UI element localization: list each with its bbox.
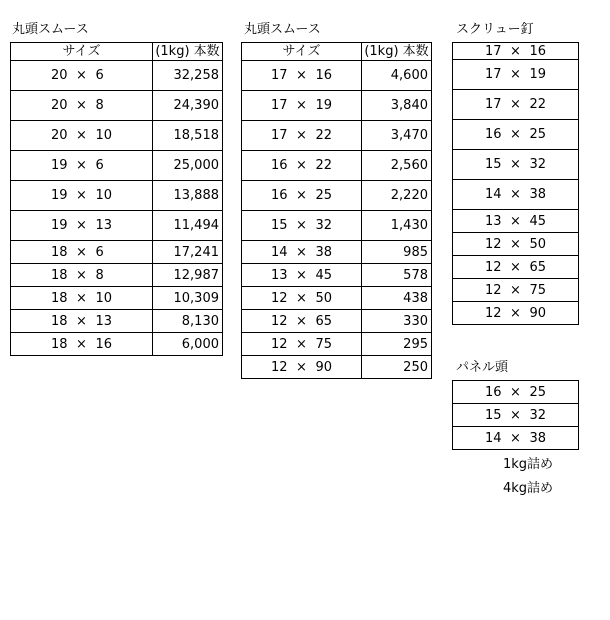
size-gauge: 15: [270, 218, 288, 233]
size-length: 32: [315, 218, 333, 233]
size-length: 8: [95, 98, 104, 113]
table-row: [11, 181, 223, 211]
size-gauge: 14: [270, 244, 288, 260]
size-length: 45: [529, 213, 547, 229]
times-symbol: ×: [510, 43, 521, 59]
table-row: [242, 61, 432, 91]
count-cell: 1,430: [362, 211, 432, 241]
size-length: 6: [95, 158, 104, 173]
size-length: 90: [529, 305, 547, 321]
times-symbol: ×: [296, 267, 307, 283]
table-row: [11, 264, 223, 287]
size-length: 13: [95, 218, 113, 233]
table-row: [242, 181, 432, 211]
size-cell: [11, 121, 153, 151]
size-length: 8: [95, 267, 104, 283]
times-symbol: ×: [76, 218, 87, 233]
table-row: [453, 180, 579, 210]
count-cell: 32,258: [153, 61, 223, 91]
size-length: 38: [315, 244, 333, 260]
size-gauge: 15: [484, 157, 502, 172]
size-length: 6: [95, 68, 104, 83]
times-symbol: ×: [510, 305, 521, 321]
size-gauge: 20: [50, 128, 68, 143]
size-length: 32: [529, 407, 547, 423]
size-gauge: 13: [484, 213, 502, 229]
size-length: 25: [315, 188, 333, 203]
round-head-smooth-table-2: [241, 42, 432, 379]
size-gauge: 19: [50, 218, 68, 233]
times-symbol: ×: [296, 158, 307, 173]
size-cell: [453, 150, 579, 180]
size-length: 38: [529, 187, 547, 202]
count-cell: 25,000: [153, 151, 223, 181]
size-gauge: 18: [50, 313, 68, 329]
size-cell: [453, 256, 579, 279]
size-length: 6: [95, 244, 104, 260]
table-row: [453, 302, 579, 325]
size-cell: [453, 404, 579, 427]
count-cell: 4,600: [362, 61, 432, 91]
size-cell: [11, 264, 153, 287]
table-row: [11, 61, 223, 91]
size-length: 65: [315, 313, 333, 329]
table-row: [11, 333, 223, 356]
times-symbol: ×: [296, 218, 307, 233]
size-cell: [453, 210, 579, 233]
size-length: 45: [315, 267, 333, 283]
size-length: 75: [315, 336, 333, 352]
size-cell: [11, 181, 153, 211]
times-symbol: ×: [76, 244, 87, 260]
size-gauge: 17: [270, 68, 288, 83]
note-4kg: 4kg詰め: [503, 481, 554, 496]
times-symbol: ×: [296, 313, 307, 329]
table-row: [242, 264, 432, 287]
table-row: [453, 233, 579, 256]
count-cell: 578: [362, 264, 432, 287]
times-symbol: ×: [296, 244, 307, 260]
size-gauge: 17: [270, 98, 288, 113]
size-length: 65: [529, 259, 547, 275]
size-length: 32: [529, 157, 547, 172]
count-cell: 2,560: [362, 151, 432, 181]
table-header-row: [242, 43, 432, 61]
times-symbol: ×: [296, 68, 307, 83]
size-length: 16: [95, 336, 113, 352]
size-cell: [11, 151, 153, 181]
times-symbol: ×: [76, 158, 87, 173]
size-cell: [242, 264, 362, 287]
size-cell: [453, 43, 579, 60]
size-gauge: 15: [484, 407, 502, 423]
size-cell: [453, 120, 579, 150]
size-gauge: 20: [50, 98, 68, 113]
size-length: 10: [95, 290, 113, 306]
table-row: [242, 121, 432, 151]
times-symbol: ×: [510, 67, 521, 82]
size-cell: [453, 180, 579, 210]
table-row: [242, 241, 432, 264]
size-length: 38: [529, 430, 547, 446]
size-length: 19: [529, 67, 547, 82]
size-cell: [453, 233, 579, 256]
count-cell: 6,000: [153, 333, 223, 356]
size-gauge: 12: [270, 336, 288, 352]
times-symbol: ×: [510, 259, 521, 275]
panel-head-table: [452, 380, 579, 450]
times-symbol: ×: [296, 98, 307, 113]
size-length: 16: [315, 68, 333, 83]
times-symbol: ×: [510, 384, 521, 400]
table-row: [453, 381, 579, 404]
count-cell: 12,987: [153, 264, 223, 287]
table-row: [11, 287, 223, 310]
size-cell: [242, 91, 362, 121]
count-cell: 24,390: [153, 91, 223, 121]
table-header-row: [11, 43, 223, 61]
size-cell: [11, 211, 153, 241]
size-gauge: 13: [270, 267, 288, 283]
table-row: [11, 121, 223, 151]
size-cell: [242, 181, 362, 211]
times-symbol: ×: [510, 157, 521, 172]
size-gauge: 17: [484, 67, 502, 82]
size-gauge: 16: [484, 384, 502, 400]
times-symbol: ×: [296, 359, 307, 375]
size-length: 19: [315, 98, 333, 113]
table4-title: パネル頭: [456, 360, 509, 375]
count-cell: 17,241: [153, 241, 223, 264]
times-symbol: ×: [510, 97, 521, 112]
size-cell: [453, 381, 579, 404]
size-gauge: 18: [50, 336, 68, 352]
size-length: 10: [95, 128, 113, 143]
table-row: [242, 211, 432, 241]
table-row: [242, 91, 432, 121]
size-cell: [11, 287, 153, 310]
times-symbol: ×: [76, 128, 87, 143]
size-gauge: 17: [484, 97, 502, 112]
count-cell: 2,220: [362, 181, 432, 211]
times-symbol: ×: [296, 128, 307, 143]
times-symbol: ×: [76, 267, 87, 283]
size-cell: [11, 310, 153, 333]
size-cell: [242, 356, 362, 379]
count-header: (1kg) 本数: [153, 43, 223, 61]
size-cell: [242, 61, 362, 91]
size-cell: [453, 427, 579, 450]
size-cell: [453, 279, 579, 302]
size-gauge: 17: [484, 43, 502, 59]
table-row: [453, 43, 579, 60]
table-row: [453, 120, 579, 150]
count-cell: 438: [362, 287, 432, 310]
table-row: [453, 279, 579, 302]
round-head-smooth-table-1: [10, 42, 223, 356]
table1-title: 丸頭スムース: [12, 22, 89, 37]
size-gauge: 16: [270, 158, 288, 173]
table-row: [453, 150, 579, 180]
size-gauge: 18: [50, 290, 68, 306]
count-cell: 295: [362, 333, 432, 356]
size-cell: [242, 310, 362, 333]
size-gauge: 12: [484, 236, 502, 252]
table-row: [242, 287, 432, 310]
size-length: 90: [315, 359, 333, 375]
size-length: 25: [529, 384, 547, 400]
size-gauge: 19: [50, 188, 68, 203]
size-gauge: 12: [484, 259, 502, 275]
table-row: [453, 404, 579, 427]
size-gauge: 12: [270, 313, 288, 329]
size-cell: [242, 333, 362, 356]
count-cell: 330: [362, 310, 432, 333]
size-length: 22: [529, 97, 547, 112]
size-gauge: 16: [484, 127, 502, 142]
size-gauge: 18: [50, 267, 68, 283]
table-row: [453, 90, 579, 120]
table-row: [453, 60, 579, 90]
size-cell: [453, 302, 579, 325]
table-row: [242, 333, 432, 356]
table-row: [242, 356, 432, 379]
size-cell: [242, 151, 362, 181]
table-row: [11, 310, 223, 333]
count-cell: 10,309: [153, 287, 223, 310]
size-header: サイズ: [11, 43, 153, 61]
times-symbol: ×: [510, 430, 521, 446]
size-gauge: 17: [270, 128, 288, 143]
count-cell: 250: [362, 356, 432, 379]
size-length: 75: [529, 282, 547, 298]
times-symbol: ×: [76, 68, 87, 83]
size-cell: [453, 60, 579, 90]
size-gauge: 16: [270, 188, 288, 203]
size-cell: [242, 211, 362, 241]
note-1kg: 1kg詰め: [503, 457, 554, 472]
size-cell: [11, 61, 153, 91]
count-cell: 3,840: [362, 91, 432, 121]
size-gauge: 14: [484, 430, 502, 446]
size-gauge: 20: [50, 68, 68, 83]
size-header: サイズ: [242, 43, 362, 61]
times-symbol: ×: [510, 407, 521, 423]
table-row: [242, 151, 432, 181]
size-gauge: 12: [270, 359, 288, 375]
times-symbol: ×: [76, 313, 87, 329]
table-row: [453, 427, 579, 450]
times-symbol: ×: [76, 188, 87, 203]
size-cell: [11, 91, 153, 121]
count-cell: 11,494: [153, 211, 223, 241]
size-length: 50: [529, 236, 547, 252]
size-cell: [11, 241, 153, 264]
times-symbol: ×: [76, 98, 87, 113]
size-gauge: 19: [50, 158, 68, 173]
count-cell: 985: [362, 241, 432, 264]
count-cell: 18,518: [153, 121, 223, 151]
times-symbol: ×: [296, 188, 307, 203]
count-cell: 8,130: [153, 310, 223, 333]
size-cell: [242, 241, 362, 264]
size-cell: [453, 90, 579, 120]
table3-title: スクリュー釘: [456, 22, 534, 37]
table-row: [11, 211, 223, 241]
table-row: [242, 310, 432, 333]
size-length: 25: [529, 127, 547, 142]
screw-nail-table: [452, 42, 579, 325]
size-length: 22: [315, 158, 333, 173]
size-cell: [11, 333, 153, 356]
times-symbol: ×: [510, 213, 521, 229]
size-length: 50: [315, 290, 333, 306]
size-gauge: 12: [484, 305, 502, 321]
size-gauge: 12: [484, 282, 502, 298]
times-symbol: ×: [76, 336, 87, 352]
size-gauge: 14: [484, 187, 502, 202]
size-cell: [242, 121, 362, 151]
size-gauge: 18: [50, 244, 68, 260]
size-length: 13: [95, 313, 113, 329]
times-symbol: ×: [296, 336, 307, 352]
table-row: [11, 151, 223, 181]
table-row: [11, 241, 223, 264]
size-gauge: 12: [270, 290, 288, 306]
table-row: [11, 91, 223, 121]
size-length: 10: [95, 188, 113, 203]
times-symbol: ×: [510, 282, 521, 298]
times-symbol: ×: [510, 187, 521, 202]
table2-title: 丸頭スムース: [244, 22, 321, 37]
times-symbol: ×: [296, 290, 307, 306]
size-length: 22: [315, 128, 333, 143]
count-cell: 3,470: [362, 121, 432, 151]
size-length: 16: [529, 43, 547, 59]
count-header: (1kg) 本数: [362, 43, 432, 61]
size-cell: [242, 287, 362, 310]
times-symbol: ×: [76, 290, 87, 306]
times-symbol: ×: [510, 236, 521, 252]
table-row: [453, 256, 579, 279]
table-row: [453, 210, 579, 233]
times-symbol: ×: [510, 127, 521, 142]
count-cell: 13,888: [153, 181, 223, 211]
